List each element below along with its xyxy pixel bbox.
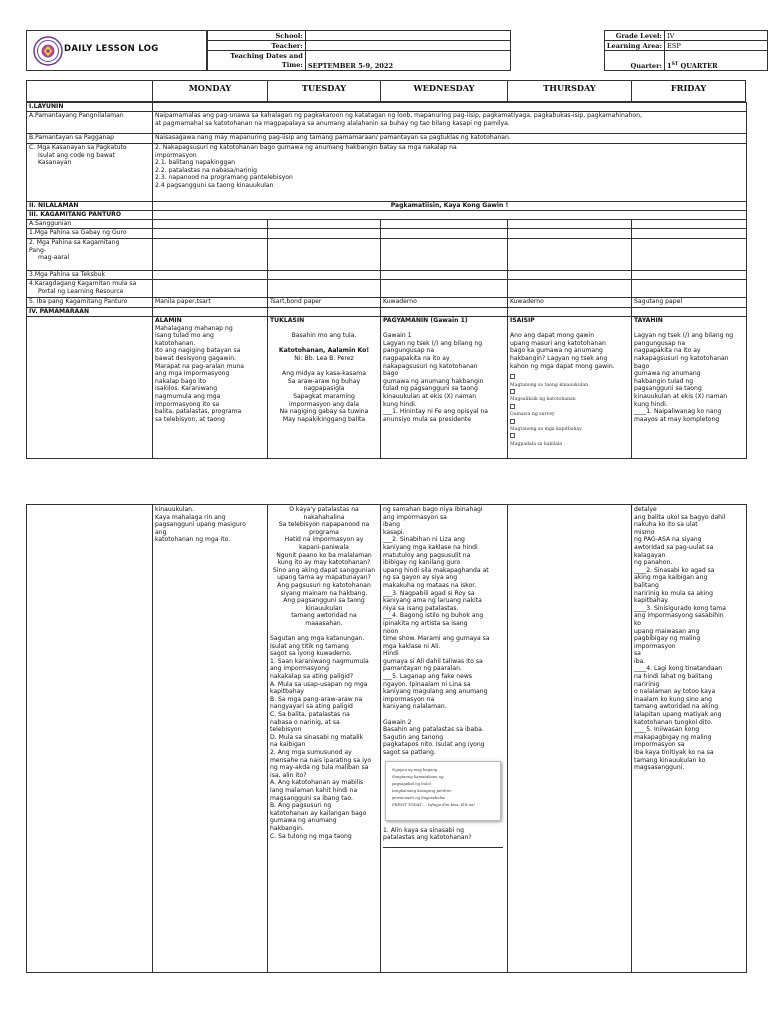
tuesday-procedure-part1 bbox=[268, 317, 381, 459]
school-value bbox=[305, 31, 510, 41]
text-line: nakuha ko ito sa ulat bbox=[634, 521, 698, 529]
text-line: Lagyan ng tsek (/) ang bilang ng bbox=[383, 339, 483, 347]
text-line: ng may-akda ng tula maliban sa bbox=[270, 764, 369, 772]
wednesday-procedure-part2 bbox=[381, 505, 508, 973]
text-line: ____5. Iniiwasan kong bbox=[634, 726, 700, 734]
text-line: hakbangin. bbox=[270, 824, 304, 832]
nilalaman-label: II. NILALAMAN bbox=[27, 202, 153, 211]
day-monday: MONDAY bbox=[153, 81, 268, 101]
text-line bbox=[270, 340, 378, 348]
text-line: nakakalap sa ating paligid? bbox=[270, 673, 354, 681]
learning-area-label: Learning Area: bbox=[604, 41, 664, 51]
text-line: kaniyang magulang ang anumang bbox=[383, 688, 488, 696]
grade-level-label: Grade Level: bbox=[604, 31, 664, 41]
text-line: Sa telebisyon napapanood na bbox=[278, 521, 370, 529]
header-info-table bbox=[207, 30, 768, 71]
text-line: hakbangin tulad ng bbox=[634, 377, 694, 385]
checklist-item bbox=[510, 433, 629, 448]
patalastas-image bbox=[385, 761, 501, 821]
text-line: nabasa o narinig, at sa bbox=[270, 718, 340, 726]
text-line: ng PAG-ASA na siyang bbox=[634, 536, 702, 544]
checkbox-icon bbox=[510, 374, 515, 379]
text-line: ___3. Nagpabili agad si Roy sa bbox=[383, 589, 475, 597]
text-line: o nalalaman ay totoo kaya bbox=[634, 688, 716, 696]
text-line: bago bbox=[383, 370, 399, 378]
sanggunian-label: A.Sanggunian bbox=[27, 220, 153, 229]
checklist-label: Magpadala sa kakilala bbox=[510, 441, 563, 447]
text-line: PAGYAMANIN (Gawain 1) bbox=[383, 317, 468, 324]
text-line: kahon ng mga dapat mong gawin. bbox=[510, 362, 615, 370]
page-1 bbox=[0, 0, 768, 490]
text-line: Sino ang aking dapat sanggunian bbox=[272, 566, 376, 574]
text-line: Sagutin ang tanong bbox=[383, 733, 444, 741]
friday-procedure-part2 bbox=[632, 505, 747, 973]
text-line: 1. Saan karaniwang nagmumula bbox=[270, 657, 369, 665]
text-line: TUKLASIN bbox=[270, 317, 305, 324]
text-line: makapagbigay ng maling bbox=[634, 733, 712, 741]
text-line: upang maiwasan ang bbox=[634, 627, 700, 635]
text-line: lalapitan upang matiyak ang bbox=[634, 711, 722, 719]
text-line: sagot sa patlang. bbox=[383, 749, 436, 756]
text-line: Basahin ang patalastas sa ibaba. bbox=[383, 726, 484, 734]
text-line: ang impormasyong sasabihin bbox=[634, 612, 724, 620]
text-line: D. Mula sa sinasabi ng matalik bbox=[270, 733, 364, 741]
learning-area-value: ESP bbox=[664, 41, 767, 51]
text-line bbox=[383, 325, 505, 333]
dates-label-line-2: Time: bbox=[281, 60, 303, 69]
text-line: programa bbox=[309, 528, 339, 536]
iba-value-tuesday: Tsart,bond paper bbox=[268, 298, 381, 308]
text-line: sa telebisyon, at taong bbox=[155, 415, 225, 423]
day-header-row bbox=[26, 80, 746, 102]
text-line bbox=[634, 325, 744, 333]
text-line: Gawain 1 bbox=[383, 332, 412, 340]
text-line: nagpapasigla bbox=[303, 385, 345, 393]
checklist-label: Magsaliksik ng katotohanan bbox=[510, 397, 576, 403]
text-line: matutuloy ang pagsusulit na bbox=[383, 551, 471, 559]
text-line: B. Sa mga pang-araw-araw na bbox=[270, 695, 363, 703]
iba-value-friday: Sagutang papel bbox=[632, 298, 747, 308]
text-line: pensionado ng bagosebelas bbox=[392, 794, 445, 800]
text-line: magsasangguni. bbox=[634, 764, 685, 772]
text-line: nakapagsusuri ng katotohanan bbox=[634, 354, 729, 362]
text-line: ngayon. Ipinaalam ni Lina sa bbox=[383, 680, 471, 688]
text-line: O kaya'y patalastas na bbox=[289, 506, 359, 513]
text-line: Ang midya ay kasa-kasama bbox=[282, 370, 366, 378]
checklist-item bbox=[510, 374, 629, 389]
text-line: Ni: Bb. Lea B. Perez bbox=[294, 354, 354, 362]
text-line: ng sa gayon ay siya ang bbox=[383, 574, 458, 582]
text-line: bago ka gumawa ng anumang bbox=[510, 347, 603, 355]
text-line: kung ito ay may katotohanan? bbox=[277, 559, 371, 567]
text-line: patalastas ang katotohanan? bbox=[383, 834, 472, 842]
text-line: C. Sa tulong ng mga taong bbox=[270, 832, 352, 840]
iba-value-wednesday: Kuwaderno bbox=[381, 298, 508, 308]
text-line: ng panahon. bbox=[634, 559, 673, 567]
text-line: gumaya si Ali dahil taliwas ito sa bbox=[383, 657, 483, 665]
text-line: katotohanan ay kailangan bago bbox=[270, 809, 367, 817]
thursday-procedure-part1 bbox=[508, 317, 632, 459]
text-line: impormasyon bbox=[634, 642, 676, 650]
text-line bbox=[270, 363, 378, 371]
text-line: pagkatapos nito. Isulat ang iyong bbox=[383, 741, 485, 749]
text-line: time show. Marami ang gumaya sa bbox=[383, 635, 490, 643]
text-line: kapitbahay bbox=[270, 688, 304, 696]
text-line: Gawain 2 bbox=[383, 718, 412, 726]
text-line: maayos at may kompletong bbox=[634, 415, 720, 423]
text-line: anunsiyo mula sa presidente bbox=[383, 415, 471, 423]
text-line: impormasyong ito sa bbox=[155, 400, 220, 408]
text-line: gumawa ng anumang bbox=[634, 370, 701, 378]
checklist-label: Magtanong sa taong kinauukulan bbox=[510, 382, 589, 388]
document-title: DAILY LESSON LOG bbox=[64, 44, 159, 54]
lesson-grid-page-1 bbox=[26, 102, 747, 459]
text-line: isakilos. Karaniwang bbox=[155, 385, 218, 393]
text-line: Ngayon ay may bagong bbox=[392, 766, 438, 772]
text-line: gumawa ng anumang hakbangin bbox=[383, 377, 484, 385]
text-line: awtoridad sa pag-uulat sa bbox=[634, 543, 714, 551]
gabay-guro-label: 1.Mga Pahina sa Gabay ng Guro bbox=[27, 229, 153, 239]
text-line: ang impormasyong bbox=[270, 665, 329, 673]
school-label: School: bbox=[208, 31, 306, 41]
text-line: kasapi. bbox=[383, 528, 405, 536]
wednesday-procedure-part1 bbox=[381, 317, 508, 459]
text-line: ALAMIN bbox=[155, 317, 182, 324]
text-line: balita, patalastas, programa bbox=[155, 408, 242, 416]
answer-line bbox=[383, 844, 503, 848]
thursday-procedure-part2 bbox=[508, 505, 632, 973]
text-line: ____3. Sinisigurado kong tama bbox=[634, 604, 726, 612]
text-line bbox=[383, 711, 505, 719]
text-line: ang bbox=[155, 528, 167, 536]
header-logo-box bbox=[26, 30, 207, 71]
checkbox-icon bbox=[510, 404, 515, 409]
text-line: tamang kinauukulan ko bbox=[634, 756, 706, 764]
day-thursday: THURSDAY bbox=[508, 81, 632, 101]
text-line: kapitbahay. bbox=[634, 597, 669, 605]
text-line: ____4. Lagi kong tinatandaan bbox=[634, 665, 723, 673]
text-line: mga kaklase ni Ali. bbox=[383, 642, 441, 650]
text-line: mensahe na nais iparating sa iyo bbox=[270, 756, 372, 764]
text-line: Hindi bbox=[383, 650, 399, 658]
text-line: sagot sa iyong kuwaderno. bbox=[270, 650, 352, 658]
text-line: 2. Ang mga sumusunod ay bbox=[270, 749, 352, 756]
day-tuesday: TUESDAY bbox=[268, 81, 381, 101]
text-line: ang impormasyon sa bbox=[383, 513, 447, 521]
checkbox-icon bbox=[510, 433, 515, 438]
pamantayang-pangnilalaman-label: A.Pamantayang Pangnilalaman bbox=[27, 112, 153, 134]
text-line: na hindi lahat ng balitang bbox=[634, 673, 713, 681]
checklist-item bbox=[510, 419, 629, 434]
text-line: 1. Alin kaya sa sinasabi ng bbox=[383, 826, 464, 834]
text-line: iba kaya tinitiyak ko na sa bbox=[634, 749, 714, 756]
text-line: detalye bbox=[634, 506, 657, 513]
text-line: ang mga impormasyong bbox=[155, 370, 230, 378]
text-line: ___1. Hinintay ni Fe ang opisyal na bbox=[383, 408, 489, 416]
quarter-suffix: ST bbox=[671, 62, 679, 68]
text-line: nagmumula ang mga bbox=[155, 392, 221, 400]
text-line: ibang bbox=[383, 521, 401, 529]
text-line: maaasahan. bbox=[305, 619, 343, 627]
day-friday: FRIDAY bbox=[670, 83, 707, 93]
text-line: ko bbox=[634, 619, 642, 627]
text-line: Isulat ang titik ng tamang bbox=[270, 642, 349, 650]
grade-level-value: IV bbox=[664, 31, 767, 41]
text-line: PRESIT TODAY ... Isfinga dim bisa, Ikit na! bbox=[392, 801, 475, 807]
text-line: mismo bbox=[634, 528, 655, 536]
pamantayan-pagganap-text: Naisasagawa nang may mapanuring pag-iisip ang tamang pamamaraan/ pamantayan sa pagtuklas ng katotohanan. bbox=[153, 134, 747, 144]
tuesday-procedure-part2 bbox=[268, 505, 381, 973]
text-line: Sapagkat maraming bbox=[293, 392, 355, 400]
text-line: Ano ang dapat mong gawin bbox=[510, 332, 595, 340]
checkbox-icon bbox=[510, 419, 515, 424]
text-line: pagsangguni sa taong bbox=[634, 385, 702, 393]
text-line: balitang bbox=[634, 581, 659, 589]
text-line: kinauukulan. bbox=[155, 506, 194, 513]
text-line: Ito ang nagiging batayan sa bbox=[155, 347, 241, 355]
text-line: TAYAHIN bbox=[634, 317, 663, 324]
text-line: ___5. Laganap ang fake news bbox=[383, 673, 473, 681]
teksbuk-label: 3.Mga Pahina sa Teksbuk bbox=[27, 271, 153, 280]
text-line: B. Ang pagsusuri ng bbox=[270, 802, 332, 810]
text-line: pagsagabal ng bulol bbox=[392, 780, 431, 786]
text-line: impormasyon ang dala bbox=[288, 400, 360, 408]
text-line: May napakikinggang balita bbox=[282, 415, 366, 423]
text-line: Kaya mahalaga rin ang bbox=[155, 513, 226, 521]
text-line: katotohanan ng mga ito. bbox=[155, 536, 231, 544]
text-line: ang balita ukol sa bagyo dahil bbox=[634, 513, 726, 521]
text-line: A. Mula sa usap-usapan ng mga bbox=[270, 680, 368, 688]
text-line: isa, alin ito? bbox=[270, 771, 307, 779]
text-line: ibibigay ng kanilang guro bbox=[383, 559, 461, 567]
kasanayan-text: 2. Nakapagsusuri ng katotohanan bago gumawa ng anumang hakbangin batay sa mga nakalap na impormasyon 2.1. balitang napakinggan 2.2. patalastas na nabasa/narinig 2.3. napanood na programang pantelebisyon 2.4 pagsangguni sa taong kinauukulan bbox=[153, 144, 747, 202]
day-wednesday: WEDNESDAY bbox=[381, 81, 508, 101]
text-line: pamantayan ng paaralan. bbox=[383, 665, 462, 673]
quarter-number: 1 bbox=[666, 62, 672, 71]
text-line: Na nagiging gabay sa tuwina bbox=[279, 408, 369, 416]
text-line: kung hindi. bbox=[383, 400, 417, 408]
checkbox-icon bbox=[510, 389, 515, 394]
text-line: pangungusap na bbox=[383, 347, 435, 355]
layunin-label: I.LAYUNIN bbox=[27, 103, 153, 112]
text-line: tangkainang kasayang perdrar bbox=[392, 787, 452, 793]
kasanayan-label: C. Mga Kasanayan sa Pagkatuto Isulat ang code ng bawat Kasanayan bbox=[27, 144, 153, 202]
text-line: Sagutan ang mga katanungan. bbox=[270, 635, 365, 643]
text-line: naririnig bbox=[634, 680, 660, 688]
text-line: Sangtaong kamatahaan ng bbox=[392, 773, 444, 779]
checklist-label: Magtanong sa mga kapitbahay bbox=[510, 427, 582, 432]
text-line: telebisyon bbox=[270, 726, 302, 734]
text-line: upang hindi sila makapaghanda at bbox=[383, 566, 489, 574]
text-line: ng samahan bago niya ibinahagi bbox=[383, 506, 483, 513]
teacher-value bbox=[305, 41, 510, 51]
text-line: kaniyang mga kaklase na hindi bbox=[383, 543, 478, 551]
kagamitang-mag-aaral-label: 2. Mga Pahina sa Kagamitang Pang- mag-aaral bbox=[27, 239, 153, 271]
text-line: aking mga kaibigan ang bbox=[634, 574, 708, 582]
text-line: ____2. Sinasabi ko agad sa bbox=[634, 566, 715, 574]
checklist-label: Gumawa ng survey bbox=[510, 412, 555, 418]
text-line: upang masuri ang katotohanan bbox=[510, 339, 606, 347]
text-line: naririnig ko mula sa aking bbox=[634, 589, 714, 597]
text-line: nakapagsusuri ng katotohanan bbox=[383, 362, 478, 370]
text-line: C. Sa balita, patalastas na bbox=[270, 711, 350, 719]
text-line: ISAISIP bbox=[510, 317, 535, 324]
text-line: nagpapakita na ito ay bbox=[634, 347, 701, 355]
iba-value-monday: Manila paper,tsart bbox=[153, 298, 268, 308]
text-line: Marapat na pag-aralan muna bbox=[155, 362, 244, 370]
dates-value: SEPTEMBER 5-9, 2022 bbox=[305, 51, 510, 71]
text-line: makakuha ng mataas na iskor. bbox=[383, 581, 477, 589]
pamantayan-pagganap-label: B.Pamantayan sa Pagganap bbox=[27, 134, 153, 144]
text-line: Sa araw-araw ng buhay bbox=[287, 377, 361, 385]
text-line: nakalap bago ito bbox=[155, 377, 206, 385]
text-line: isang tulad mo ang bbox=[155, 332, 214, 340]
text-line: pagbibigay ng maling bbox=[634, 635, 701, 643]
quarter-word: QUARTER bbox=[678, 62, 718, 71]
text-line: Ngunit paano ko ba malalaman bbox=[276, 551, 372, 559]
monday-procedure-part2 bbox=[153, 505, 268, 973]
checklist-item bbox=[510, 389, 629, 404]
text-line: kalagayan bbox=[634, 551, 666, 559]
text-line: lang malaman kahit hindi na bbox=[270, 786, 358, 794]
text-line: tamang awtoridad na bbox=[291, 612, 357, 620]
text-line: hakbangin? Lagyan ng tsek ang bbox=[510, 354, 608, 362]
text-line: sa bbox=[634, 650, 641, 658]
text-line: niya sa isang patalastas. bbox=[383, 604, 459, 612]
text-line: ____1. Naipaliwanag ko nang bbox=[634, 408, 722, 416]
quarter-value bbox=[664, 51, 767, 71]
text-line: Ang pagsusuri ng katotohanan bbox=[277, 581, 371, 589]
page-2 bbox=[0, 504, 768, 1024]
iba-pang-kagamitan-label: 5. Iba pang Kagamitang Panturo bbox=[27, 298, 153, 308]
text-line: A. Ang katotohanan ay mabilis bbox=[270, 779, 364, 787]
kagamitang-panturo-label: III. KAGAMITANG PANTURO bbox=[27, 211, 153, 220]
text-line: bago bbox=[634, 362, 650, 370]
text-line: upang tama ay mapatunayan? bbox=[277, 574, 371, 582]
text-line: pagsangguni upang masiguro bbox=[155, 521, 246, 529]
text-line: bawat desisyong gagawin. bbox=[155, 354, 236, 362]
lesson-grid-page-2 bbox=[26, 504, 747, 973]
text-line: siyang mainam na hakbang. bbox=[280, 589, 368, 597]
text-line: Hatid na impormasyon ay bbox=[284, 536, 364, 544]
text-line: kapani-paniwala bbox=[299, 543, 349, 551]
text-line: tulad ng pagsangguni sa taong bbox=[383, 385, 478, 393]
text-line: Lagyan ng tsek (/) ang bilang ng bbox=[634, 332, 734, 340]
text-line: katotohanan. bbox=[155, 339, 196, 347]
deped-seal-icon bbox=[33, 34, 63, 68]
quarter-label: Quarter: bbox=[604, 51, 664, 71]
text-line: Basahin mo ang tula. bbox=[291, 332, 357, 340]
iba-value-thursday: Kuwaderno bbox=[508, 298, 632, 308]
text-line: nagpapakita na ito ay bbox=[383, 354, 450, 362]
text-line: magsangguni sa ibang tao. bbox=[270, 794, 353, 802]
text-line: kaniyang nalalaman. bbox=[383, 703, 447, 711]
text-line: ___2. Sinabihan ni Liza ang bbox=[383, 536, 465, 544]
text-line: kinauukulan at ekis (X) naman bbox=[634, 392, 728, 400]
text-line: Katotohanan, Aalamin Ko! bbox=[278, 347, 370, 355]
text-line: tamang awtoridad na aking bbox=[634, 703, 719, 711]
text-line bbox=[510, 325, 629, 333]
text-line: nangyayari sa ating paligid bbox=[270, 703, 353, 711]
text-line: iba. bbox=[634, 657, 646, 665]
text-line: Mahalagang mahanap ng bbox=[155, 324, 233, 332]
text-line: na kaibigan bbox=[270, 741, 306, 749]
teacher-label: Teacher: bbox=[208, 41, 306, 51]
dates-label bbox=[208, 51, 306, 71]
dates-label-line-1: Teaching Dates and bbox=[230, 51, 303, 60]
text-line: Ang pagsangguni sa taong bbox=[283, 597, 365, 605]
monday-procedure-part1 bbox=[153, 317, 268, 459]
text-line: pangungusap na bbox=[634, 339, 686, 347]
karagdagang-kagamitan-label: 4.Karagdagang Kagamitan mula sa Portal ng Learning Resource bbox=[27, 280, 153, 298]
friday-procedure-part1 bbox=[632, 317, 747, 459]
text-line: impormasyon sa bbox=[634, 741, 685, 749]
pamantayang-pangnilalaman-text: Naipamamalas ang pag-unawa sa kahalagan ng pagkakaroon ng katatagan ng loob, mapanuring pag-iisip, pagkamatiyaga, pagkabukas-isip, pagkamahinahon, at pagmamahal sa katotohanan na magpapalaya sa anumang alalahanin sa buhay ng tao bilang kasapi ng pamilya. bbox=[153, 112, 747, 134]
text-line: inaalam ko kung sino ang bbox=[634, 695, 713, 703]
checklist-item bbox=[510, 404, 629, 419]
text-line: kinauukulan at ekis (X) naman bbox=[383, 392, 477, 400]
text-line bbox=[270, 325, 378, 333]
text-line bbox=[270, 628, 378, 636]
text-line: ipinakita ng artista sa isang bbox=[383, 619, 468, 627]
pamamaraan-label: IV. PAMAMARAAN bbox=[27, 308, 153, 317]
text-line: kaniyang ama ng laruang nakita bbox=[383, 597, 482, 605]
text-line: kung hindi. bbox=[634, 400, 668, 408]
text-line: nakahahalina bbox=[303, 513, 345, 521]
text-line: noon bbox=[383, 627, 399, 635]
text-line: kinauukulan bbox=[305, 604, 343, 612]
text-line: impormasyon na bbox=[383, 695, 435, 703]
text-line: ___4. Bagong istilo ng buhok ang bbox=[383, 612, 484, 620]
text-line: katotohanan tungkol dito. bbox=[634, 718, 713, 726]
text-line: gumawa ng anumang bbox=[270, 817, 337, 825]
nilalaman-text: Pagkamatiisin, Kaya Kong Gawin ! bbox=[153, 202, 747, 211]
